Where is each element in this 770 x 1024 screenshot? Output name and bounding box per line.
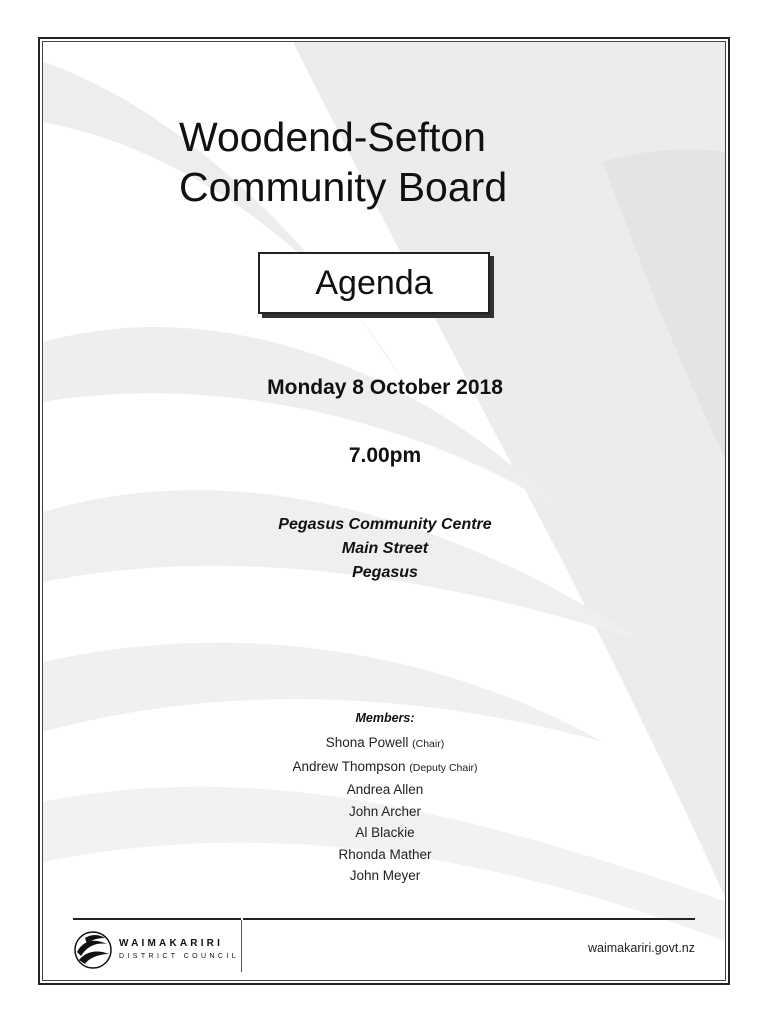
member-name: Shona Powell (325, 735, 409, 750)
member-name: Rhonda Mather (338, 846, 432, 862)
member-item (43, 801, 726, 823)
member-item (43, 732, 726, 756)
members-list (43, 732, 726, 887)
title-line-2: Community Board (179, 164, 508, 210)
meeting-venue (43, 513, 726, 585)
member-item (43, 844, 726, 866)
member-name: Andrea Allen (346, 782, 424, 797)
member-item (43, 779, 726, 801)
council-logo-name: WAIMAKARIRI (119, 938, 224, 949)
member-item (43, 822, 726, 844)
agenda-heading-box (258, 252, 490, 314)
agenda-heading: Agenda (315, 263, 433, 302)
venue-line-3: Pegasus (352, 564, 418, 581)
member-name: John Archer (348, 803, 422, 819)
member-role: (Chair) (412, 738, 445, 750)
member-name: Andrew Thompson (292, 758, 406, 774)
council-website: waimakariri.govt.nz (588, 941, 695, 955)
venue-line-1: Pegasus Community Centre (278, 516, 492, 533)
page-frame (42, 41, 726, 981)
footer-rule-right (243, 918, 695, 920)
member-name: John Meyer (349, 868, 421, 883)
title-line-1: Woodend-Sefton (179, 114, 486, 160)
page-title (179, 112, 599, 212)
council-logo (73, 930, 243, 974)
member-role: (Deputy Chair) (409, 761, 478, 774)
member-item (43, 756, 726, 780)
meeting-time: 7.00pm (348, 444, 422, 467)
member-item (43, 865, 726, 887)
members-heading: Members: (355, 711, 415, 725)
council-logo-subtitle: DISTRICT COUNCIL (119, 953, 239, 960)
footer-rule-left (73, 918, 241, 920)
member-name: Al Blackie (355, 825, 415, 840)
meeting-date: Monday 8 October 2018 (267, 376, 503, 399)
council-logo-icon (73, 930, 113, 970)
venue-line-2: Main Street (341, 540, 429, 557)
